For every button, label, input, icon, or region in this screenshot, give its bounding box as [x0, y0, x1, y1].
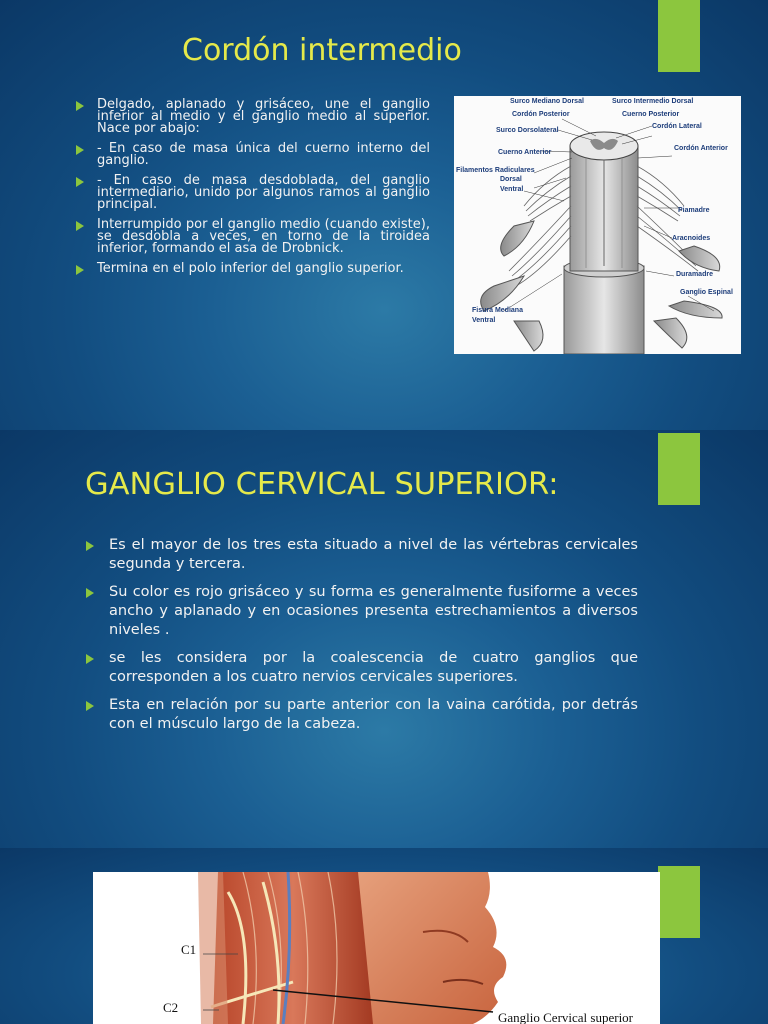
list-item: Interrumpido por el ganglio medio (cuando existe), se desdobla a veces, en torno de la tiroidea inferior, formando el asa de Drobnick. — [76, 219, 430, 255]
label-ventral: Ventral — [500, 186, 524, 193]
bullet-icon — [86, 654, 94, 664]
label-surco-intermedio-dorsal: Surco Intermedio Dorsal — [612, 98, 694, 105]
label-c1: C1 — [181, 942, 197, 957]
list-item: Esta en relación por su parte anterior con la vaina carótida, por detrás con el músculo largo de la cabeza. — [86, 696, 638, 734]
label-cuerno-anterior: Cuerno Anterior — [498, 149, 552, 156]
label-fisura-ventral: Ventral — [472, 317, 496, 324]
label-duramadre: Duramadre — [676, 271, 713, 278]
bullet-icon — [76, 221, 84, 231]
list-item: Su color es rojo grisáceo y su forma es generalmente fusiforme a veces ancho y aplanado y en ocasiones presenta estrechamientos a diversos niveles . — [86, 583, 638, 640]
bullet-list — [86, 536, 638, 743]
label-fisura-mediana: Fisura Mediana — [472, 307, 523, 314]
label-cordon-anterior: Cordón Anterior — [674, 145, 728, 152]
slide-title: GANGLIO CERVICAL SUPERIOR: — [85, 467, 559, 502]
bullet-icon — [76, 101, 84, 111]
slide-title: Cordón intermedio — [182, 33, 462, 68]
list-item: se les considera por la coalescencia de cuatro ganglios que corresponden a los cuatro nervios cervicales superiores. — [86, 649, 638, 687]
bullet-icon — [76, 177, 84, 187]
label-filamentos-radiculares: Filamentos Radiculares — [456, 167, 535, 174]
list-item: Delgado, aplanado y grisáceo, une el ganglio inferior al medio y el ganglio medio al superior. Nace por abajo: — [76, 99, 430, 135]
slide-anatomy-figure — [0, 848, 768, 1024]
spinal-cord-figure — [454, 96, 741, 354]
slide-cordon-intermedio — [0, 0, 768, 430]
label-surco-mediano-dorsal: Surco Mediano Dorsal — [510, 98, 584, 105]
list-item: - En caso de masa única del cuerno interno del ganglio. — [76, 143, 430, 167]
bullet-icon — [76, 145, 84, 155]
neck-dissection-illustration — [93, 872, 660, 1024]
list-item: - En caso de masa desdoblada, del ganglio intermediario, unido por algunos ramos al ganglio principal. — [76, 175, 430, 211]
label-c2: C2 — [163, 1000, 179, 1015]
bullet-icon — [86, 701, 94, 711]
label-piamadre: Piamadre — [678, 207, 710, 214]
label-ganglio-cervical-superior: Ganglio Cervical superior — [498, 1010, 634, 1024]
label-cordon-posterior: Cordón Posterior — [512, 111, 570, 118]
accent-bar — [658, 0, 700, 72]
list-item: Termina en el polo inferior del ganglio superior. — [76, 263, 430, 275]
bullet-icon — [76, 265, 84, 275]
accent-bar — [658, 433, 700, 505]
accent-bar — [658, 866, 700, 938]
bullet-icon — [86, 541, 94, 551]
label-surco-dorsolateral: Surco Dorsolateral — [496, 127, 559, 134]
spinal-cord-illustration — [454, 96, 741, 354]
label-cuerno-posterior: Cuerno Posterior — [622, 111, 680, 118]
list-item: Es el mayor de los tres esta situado a nivel de las vértebras cervicales segunda y tercera. — [86, 536, 638, 574]
slide-ganglio-cervical-superior — [0, 430, 768, 848]
label-ganglio-espinal: Ganglio Espinal — [680, 289, 733, 296]
label-dorsal: Dorsal — [500, 176, 522, 183]
bullet-list — [76, 99, 430, 283]
label-cordon-lateral: Cordón Lateral — [652, 123, 702, 130]
label-aracnoides: Aracnoides — [672, 235, 711, 242]
bullet-icon — [86, 588, 94, 598]
neck-dissection-figure — [93, 872, 660, 1024]
